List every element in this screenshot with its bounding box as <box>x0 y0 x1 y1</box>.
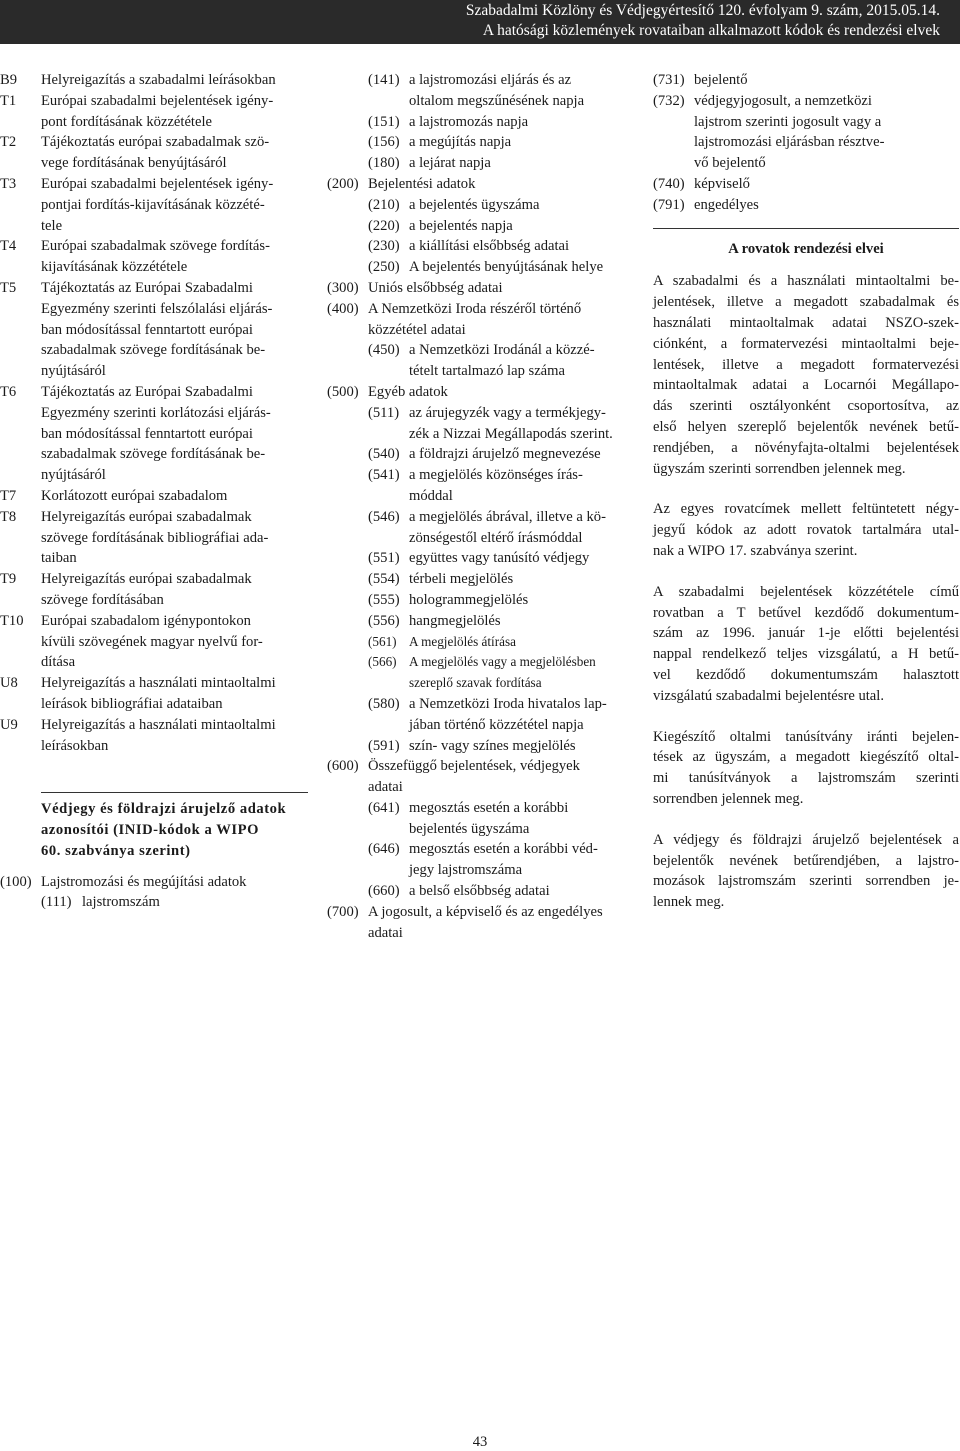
text-line: lajstromozási eljárásban résztve- <box>694 134 885 151</box>
code-description <box>41 278 308 382</box>
paragraph-line: mintaoltalmak adatai a Locarnói Megállapo- <box>653 377 959 394</box>
text-line: Bejelentési adatok <box>368 175 476 192</box>
inid-description <box>368 382 633 403</box>
code-label: U9 <box>0 716 18 733</box>
text-line: bejelentés ügyszáma <box>409 820 530 837</box>
paragraph-gap <box>653 479 959 499</box>
text-line: nyújtásáról <box>41 363 106 380</box>
text-line: a megújítás napja <box>409 134 512 151</box>
inid-code: (591) <box>368 737 400 754</box>
inid-description <box>409 548 633 569</box>
text-line: Helyreigazítás a használati mintaoltalmi <box>41 675 276 692</box>
code-label: T6 <box>0 383 17 400</box>
text-line: dítása <box>41 654 76 671</box>
text-line: pont fordításának közzététele <box>41 113 212 130</box>
text-line: lajstromszám <box>82 894 160 911</box>
code-description <box>41 382 308 486</box>
code-entry <box>0 569 308 611</box>
inid-description <box>409 465 633 507</box>
text-line: taiban <box>41 550 77 567</box>
inid-entry <box>327 278 633 299</box>
inid-description <box>694 70 959 91</box>
text-line: Tájékoztatás az Európai Szabadalmi <box>41 279 253 296</box>
inid-entry <box>327 216 633 237</box>
code-label: T7 <box>0 487 17 504</box>
text-line: leírások bibliográfiai adataiban <box>41 695 223 712</box>
paragraph-line: mozások lajstromszám szerinti sorrendben je- <box>653 873 959 890</box>
inid-code: (230) <box>368 238 400 255</box>
text-line: Tájékoztatás az Európai Szabadalmi <box>41 383 253 400</box>
text-line: tételt tartalmazó lap száma <box>409 363 565 380</box>
text-line: jegy lajstromszáma <box>409 862 523 879</box>
inid-code: (220) <box>368 217 400 234</box>
text-line: Összefüggő bejelentések, védjegyek <box>368 758 580 775</box>
paragraph-line: A szabadalmi és a használati mintaoltalmi be- <box>653 273 959 290</box>
inid-code-list-end <box>653 70 959 216</box>
text-line: Egyezmény szerinti felszólalási eljárás- <box>41 300 273 317</box>
paragraph-line: sorrendben jelennek meg. <box>653 790 804 807</box>
inid-code: (554) <box>368 571 400 588</box>
left-column <box>0 70 308 913</box>
paragraph-line: Az egyes rovatcímek mellett feltüntetett négy- <box>653 501 959 518</box>
inid-entry <box>327 132 633 153</box>
paragraph-line: bejelentők nevének betűrendjében, a lajstro- <box>653 852 959 869</box>
paragraph-gap <box>653 810 959 830</box>
inid-code: (180) <box>368 155 400 172</box>
text-line: zönségestől eltérő írásmóddal <box>409 529 583 546</box>
text-line: Lajstromozási és megújítási adatok <box>41 873 247 890</box>
text-line: móddal <box>409 487 453 504</box>
text-line: Európai szabadalmi bejelentések igény- <box>41 92 274 109</box>
code-label: T2 <box>0 134 17 151</box>
inid-entry <box>327 590 633 611</box>
code-entry <box>0 132 308 174</box>
paragraph-line: szám az 1996. január 1-je előtti bejelentési <box>653 625 959 642</box>
text-line: oltalom megszűnésének napja <box>409 92 585 109</box>
inid-description <box>409 611 633 632</box>
inid-entry <box>327 257 633 278</box>
text-line: Helyreigazítás európai szabadalmak <box>41 508 252 525</box>
text-line: kijavításának közzététele <box>41 259 188 276</box>
text-line: védjegyjogosult, a nemzetközi <box>694 92 872 109</box>
code-label: B9 <box>0 72 18 88</box>
code-description <box>41 236 308 278</box>
code-description <box>41 715 308 757</box>
inid-heading-block <box>0 792 308 861</box>
inid-entry <box>327 881 633 902</box>
inid-description <box>409 340 633 382</box>
text-line: szereplő szavak fordítása <box>409 675 542 691</box>
text-line: a megjelölés közönséges írás- <box>409 467 583 484</box>
code-label: T5 <box>0 279 17 296</box>
inid-entry <box>327 507 633 549</box>
sorting-rules-text <box>653 271 959 913</box>
inid-entry <box>653 91 959 174</box>
inid-code: (156) <box>368 134 400 151</box>
inid-code: (511) <box>368 404 400 421</box>
text-line: a bejelentés napja <box>409 217 513 234</box>
inid-code: (791) <box>653 196 685 213</box>
paragraph-line: ügyszám szerinti sorrendben jelennek meg. <box>653 460 906 477</box>
code-entry <box>0 382 308 486</box>
text-line: lajstrom szerinti jogosult vagy a <box>694 113 882 130</box>
inid-entry <box>327 403 633 445</box>
inid-entry <box>0 892 308 913</box>
inid-heading <box>41 799 308 861</box>
text-line: képviselő <box>694 175 750 192</box>
inid-code: (580) <box>368 695 400 712</box>
inid-entry <box>327 174 633 195</box>
inid-code: (740) <box>653 175 685 192</box>
inid-description <box>409 236 633 257</box>
text-line: Uniós elsőbbség adatai <box>368 279 503 296</box>
inid-code: (646) <box>368 841 400 858</box>
inid-description <box>409 839 633 881</box>
text-line: megosztás esetén a korábbi <box>409 799 569 816</box>
paragraph-line: nak a WIPO 17. szabványa szerint. <box>653 542 858 559</box>
heading-line: 60. szabványa szerint) <box>41 842 191 859</box>
inid-description <box>368 756 633 798</box>
page-header <box>0 0 960 44</box>
text-line: zék a Nizzai Megállapodás szerint. <box>409 425 613 442</box>
inid-entry <box>327 652 633 694</box>
inid-description <box>409 112 633 133</box>
inid-code: (151) <box>368 113 400 130</box>
code-entry <box>0 715 308 757</box>
text-line: leírásokban <box>41 737 109 754</box>
rule-paragraph <box>653 271 959 479</box>
text-line: A bejelentés benyújtásának helye <box>409 259 604 276</box>
inid-entry <box>327 839 633 881</box>
inid-description <box>41 872 308 893</box>
text-line: szövege fordításának bibliográfiai ada- <box>41 529 269 546</box>
paragraph-line: első helyen szereplő bejelentők nevének betű- <box>653 418 959 435</box>
journal-title: Szabadalmi Közlöny és Védjegyértesítő 120. évfolyam 9. szám, 2015.05.14. <box>465 2 940 19</box>
page-number: 43 <box>472 1434 488 1450</box>
inid-entry <box>327 798 633 840</box>
inid-code: (555) <box>368 591 400 608</box>
inid-entry <box>327 611 633 632</box>
text-line: az árujegyzék vagy a termékjegy- <box>409 404 606 421</box>
text-line: szabadalmak szövege fordításának be- <box>41 342 266 359</box>
text-line: Egyéb adatok <box>368 383 448 400</box>
text-line: szövege fordításában <box>41 591 164 608</box>
inid-entry <box>327 299 633 341</box>
text-line: a Nemzetközi Irodánál a közzé- <box>409 342 595 359</box>
inid-code: (600) <box>327 758 359 775</box>
inid-description <box>694 91 959 174</box>
inid-code: (546) <box>368 508 400 525</box>
section-title: A rovatok rendezési elvei <box>728 240 884 257</box>
inid-entry <box>327 236 633 257</box>
paragraph-line: vizsgálatú szabadalmi bejelentésre utal. <box>653 687 884 704</box>
inid-description <box>368 299 633 341</box>
paragraph-line: lennek meg. <box>653 894 725 911</box>
section-subtitle: A hatósági közlemények rovataiban alkalmazott kódok és rendezési elvek <box>482 22 940 39</box>
inid-code: (641) <box>368 799 400 816</box>
right-column <box>653 70 959 913</box>
code-description <box>41 70 308 91</box>
inid-code-list <box>327 70 633 943</box>
paragraph-line: dás szerinti osztályonként csoportosítva, az <box>653 398 959 415</box>
text-line: Egyezmény szerinti korlátozási eljárás- <box>41 404 271 421</box>
code-entry <box>0 174 308 236</box>
inid-code: (210) <box>368 196 400 213</box>
inid-description <box>409 444 633 465</box>
paragraph-line: használati mintaoltalmak adatai NSZO-szek- <box>653 314 959 331</box>
inid-code-list-start <box>0 872 308 914</box>
inid-description <box>694 195 959 216</box>
code-label: T1 <box>0 92 17 109</box>
text-line: megosztás esetén a korábbi véd- <box>409 841 598 858</box>
inid-description <box>409 569 633 590</box>
inid-description <box>409 881 633 902</box>
inid-entry <box>327 153 633 174</box>
code-label: U8 <box>0 675 18 692</box>
text-line: ban módosítással fenntartott európai <box>41 425 253 442</box>
inid-code: (732) <box>653 92 685 109</box>
paragraph-line: rovatban a T betűvel kezdődő dokumentum- <box>653 604 959 621</box>
text-line: Európai szabadalom igénypontokon <box>41 612 251 629</box>
text-line: együttes vagy tanúsító védjegy <box>409 550 590 567</box>
inid-code: (660) <box>368 883 400 900</box>
rule-paragraph <box>653 499 959 561</box>
inid-code: (450) <box>368 342 400 359</box>
text-line: Helyreigazítás a szabadalmi leírásokban <box>41 72 276 88</box>
paragraph-gap <box>653 707 959 727</box>
code-description <box>41 132 308 174</box>
text-line: a lajstromozási eljárás és az <box>409 72 572 88</box>
paragraph-gap <box>653 562 959 582</box>
text-line: a földrajzi árujelző megnevezése <box>409 446 601 463</box>
inid-description <box>409 257 633 278</box>
code-label: T10 <box>0 612 24 629</box>
inid-code: (541) <box>368 467 400 484</box>
inid-entry <box>653 70 959 91</box>
code-label: T9 <box>0 571 17 588</box>
paragraph-line: lentések, illetve a megadott formatervezési <box>653 356 959 373</box>
inid-description <box>409 507 633 549</box>
inid-entry <box>653 174 959 195</box>
inid-entry <box>327 70 633 112</box>
text-line: szín- vagy színes megjelölés <box>409 737 576 754</box>
inid-entry <box>327 382 633 403</box>
text-line: térbeli megjelölés <box>409 571 514 588</box>
inid-description <box>409 694 633 736</box>
inid-entry <box>653 195 959 216</box>
code-label: T3 <box>0 175 17 192</box>
inid-entry <box>327 736 633 757</box>
paragraph-line: jelentések, illetve a megadott szabadalmak és <box>653 294 959 311</box>
text-line: Helyreigazítás a használati mintaoltalmi <box>41 716 276 733</box>
text-line: pontjai fordítás-kijavításának közzété- <box>41 196 265 213</box>
inid-description <box>409 195 633 216</box>
paragraph-line: A szabadalmi bejelentések közzététele című <box>653 583 959 600</box>
text-line: Korlátozott európai szabadalom <box>41 487 228 504</box>
inid-description <box>409 132 633 153</box>
inid-description <box>409 798 633 840</box>
paragraph-line: tések az ügyszám, a megadott kiegészítő oltal- <box>653 749 959 766</box>
heading-line: Védjegy és földrajzi árujelző adatok <box>41 801 287 818</box>
inid-description <box>409 70 633 112</box>
inid-code: (200) <box>327 175 359 192</box>
code-description <box>41 611 308 673</box>
inid-entry <box>327 465 633 507</box>
inid-description <box>409 590 633 611</box>
code-entry <box>0 611 308 673</box>
inid-code: (561) <box>368 633 397 649</box>
inid-entry <box>327 569 633 590</box>
text-line: tele <box>41 217 63 234</box>
inid-code: (111) <box>41 894 72 911</box>
inid-description <box>409 736 633 757</box>
inid-code: (250) <box>368 259 400 276</box>
text-line: nyújtásáról <box>41 467 106 484</box>
code-entry <box>0 91 308 133</box>
text-line: adatai <box>368 924 403 941</box>
text-line: vő bejelentő <box>694 155 766 172</box>
inid-entry <box>327 112 633 133</box>
code-entry <box>0 236 308 278</box>
text-line: ban módosítással fenntartott európai <box>41 321 253 338</box>
text-line: hangmegjelölés <box>409 612 501 629</box>
text-line: A jogosult, a képviselő és az engedélyes <box>368 903 603 920</box>
text-line: a kiállítási elsőbbség adatai <box>409 238 570 255</box>
code-label: T8 <box>0 508 17 525</box>
code-description <box>41 507 308 569</box>
inid-entry <box>327 694 633 736</box>
inid-entry <box>327 902 633 944</box>
text-line: a Nemzetközi Iroda hivatalos lap- <box>409 695 607 712</box>
paragraph-line: vel kezdődő dokumentumszám halasztott <box>653 666 959 683</box>
code-entry <box>0 70 308 91</box>
publication-code-list <box>0 70 308 756</box>
inid-description <box>409 216 633 237</box>
inid-code: (100) <box>0 873 32 890</box>
inid-code: (400) <box>327 300 359 317</box>
text-line: kívüli szövegének magyar nyelvű for- <box>41 633 263 650</box>
inid-code: (500) <box>327 383 359 400</box>
text-line: A megjelölés átírása <box>409 633 516 649</box>
inid-entry <box>327 340 633 382</box>
text-line: a belső elsőbbség adatai <box>409 883 550 900</box>
middle-column <box>327 70 633 943</box>
inid-entry <box>327 756 633 798</box>
inid-entry <box>0 872 308 893</box>
text-line: Tájékoztatás európai szabadalmak szö- <box>41 134 270 151</box>
inid-description <box>409 652 633 694</box>
text-line: jában történő közzététel napja <box>409 716 584 733</box>
inid-code: (540) <box>368 446 400 463</box>
text-line: vege fordításának benyújtásáról <box>41 155 227 172</box>
inid-description <box>694 174 959 195</box>
inid-description <box>409 403 633 445</box>
code-description <box>41 91 308 133</box>
inid-code: (300) <box>327 279 359 296</box>
code-entry <box>0 486 308 507</box>
inid-description <box>368 278 633 299</box>
inid-code: (566) <box>368 654 397 670</box>
paragraph-line: nappal rendelkező teljes vizsgálatú, a H betű- <box>653 646 959 663</box>
inid-description <box>409 632 633 653</box>
text-line: Helyreigazítás európai szabadalmak <box>41 571 252 588</box>
rule-paragraph <box>653 582 959 707</box>
inid-code: (556) <box>368 612 400 629</box>
inid-description <box>368 902 633 944</box>
text-line: Európai szabadalmi bejelentések igény- <box>41 175 274 192</box>
paragraph-line: A védjegy és földrajzi árujelző bejelentések a <box>653 831 959 848</box>
text-line: szabadalmak szövege fordításának be- <box>41 446 266 463</box>
rule-paragraph <box>653 727 959 810</box>
text-line: a megjelölés ábrával, illetve a kö- <box>409 508 606 525</box>
text-line: a lajstromozás napja <box>409 113 529 130</box>
text-line: A Nemzetközi Iroda részéről történő <box>368 300 582 317</box>
paragraph-line: mi tanúsítványok a lajstromszám szerinti <box>653 770 959 787</box>
code-entry <box>0 507 308 569</box>
paragraph-line: ciónként, a formatervezési mintaoltalmi beje- <box>653 335 959 352</box>
code-description <box>41 174 308 236</box>
inid-entry <box>327 195 633 216</box>
inid-entry <box>327 444 633 465</box>
code-description <box>41 673 308 715</box>
inid-code: (141) <box>368 72 400 88</box>
paragraph-line: jegyű kódok az adott rovatok tartalmára utal- <box>653 522 959 539</box>
text-line: bejelentő <box>694 72 748 88</box>
code-entry <box>0 278 308 382</box>
text-line: a bejelentés ügyszáma <box>409 196 540 213</box>
inid-description <box>368 174 633 195</box>
text-line: engedélyes <box>694 196 759 213</box>
heading-line: azonosítói (INID-kódok a WIPO <box>41 822 259 839</box>
inid-entry <box>327 632 633 653</box>
paragraph-line: rendjében, a növényfajta-oltalmi bejelentések <box>653 439 959 456</box>
text-line: hologrammegjelölés <box>409 591 529 608</box>
code-description <box>41 569 308 611</box>
inid-description <box>409 153 633 174</box>
code-description <box>41 486 308 507</box>
inid-code: (551) <box>368 550 400 567</box>
code-label: T4 <box>0 238 17 255</box>
inid-code: (700) <box>327 903 359 920</box>
inid-code: (731) <box>653 72 685 88</box>
text-line: Európai szabadalmak szövege fordítás- <box>41 238 270 255</box>
inid-description <box>82 892 308 913</box>
text-line: a lejárat napja <box>409 155 491 172</box>
rule-paragraph <box>653 830 959 913</box>
paragraph-line: Kiegészítő oltalmi tanúsítvány iránti bejelen- <box>653 728 959 745</box>
inid-entry <box>327 548 633 569</box>
code-entry <box>0 673 308 715</box>
text-line: A megjelölés vagy a megjelölésben <box>409 654 596 670</box>
text-line: közzététel adatai <box>368 321 466 338</box>
text-line: adatai <box>368 779 403 796</box>
